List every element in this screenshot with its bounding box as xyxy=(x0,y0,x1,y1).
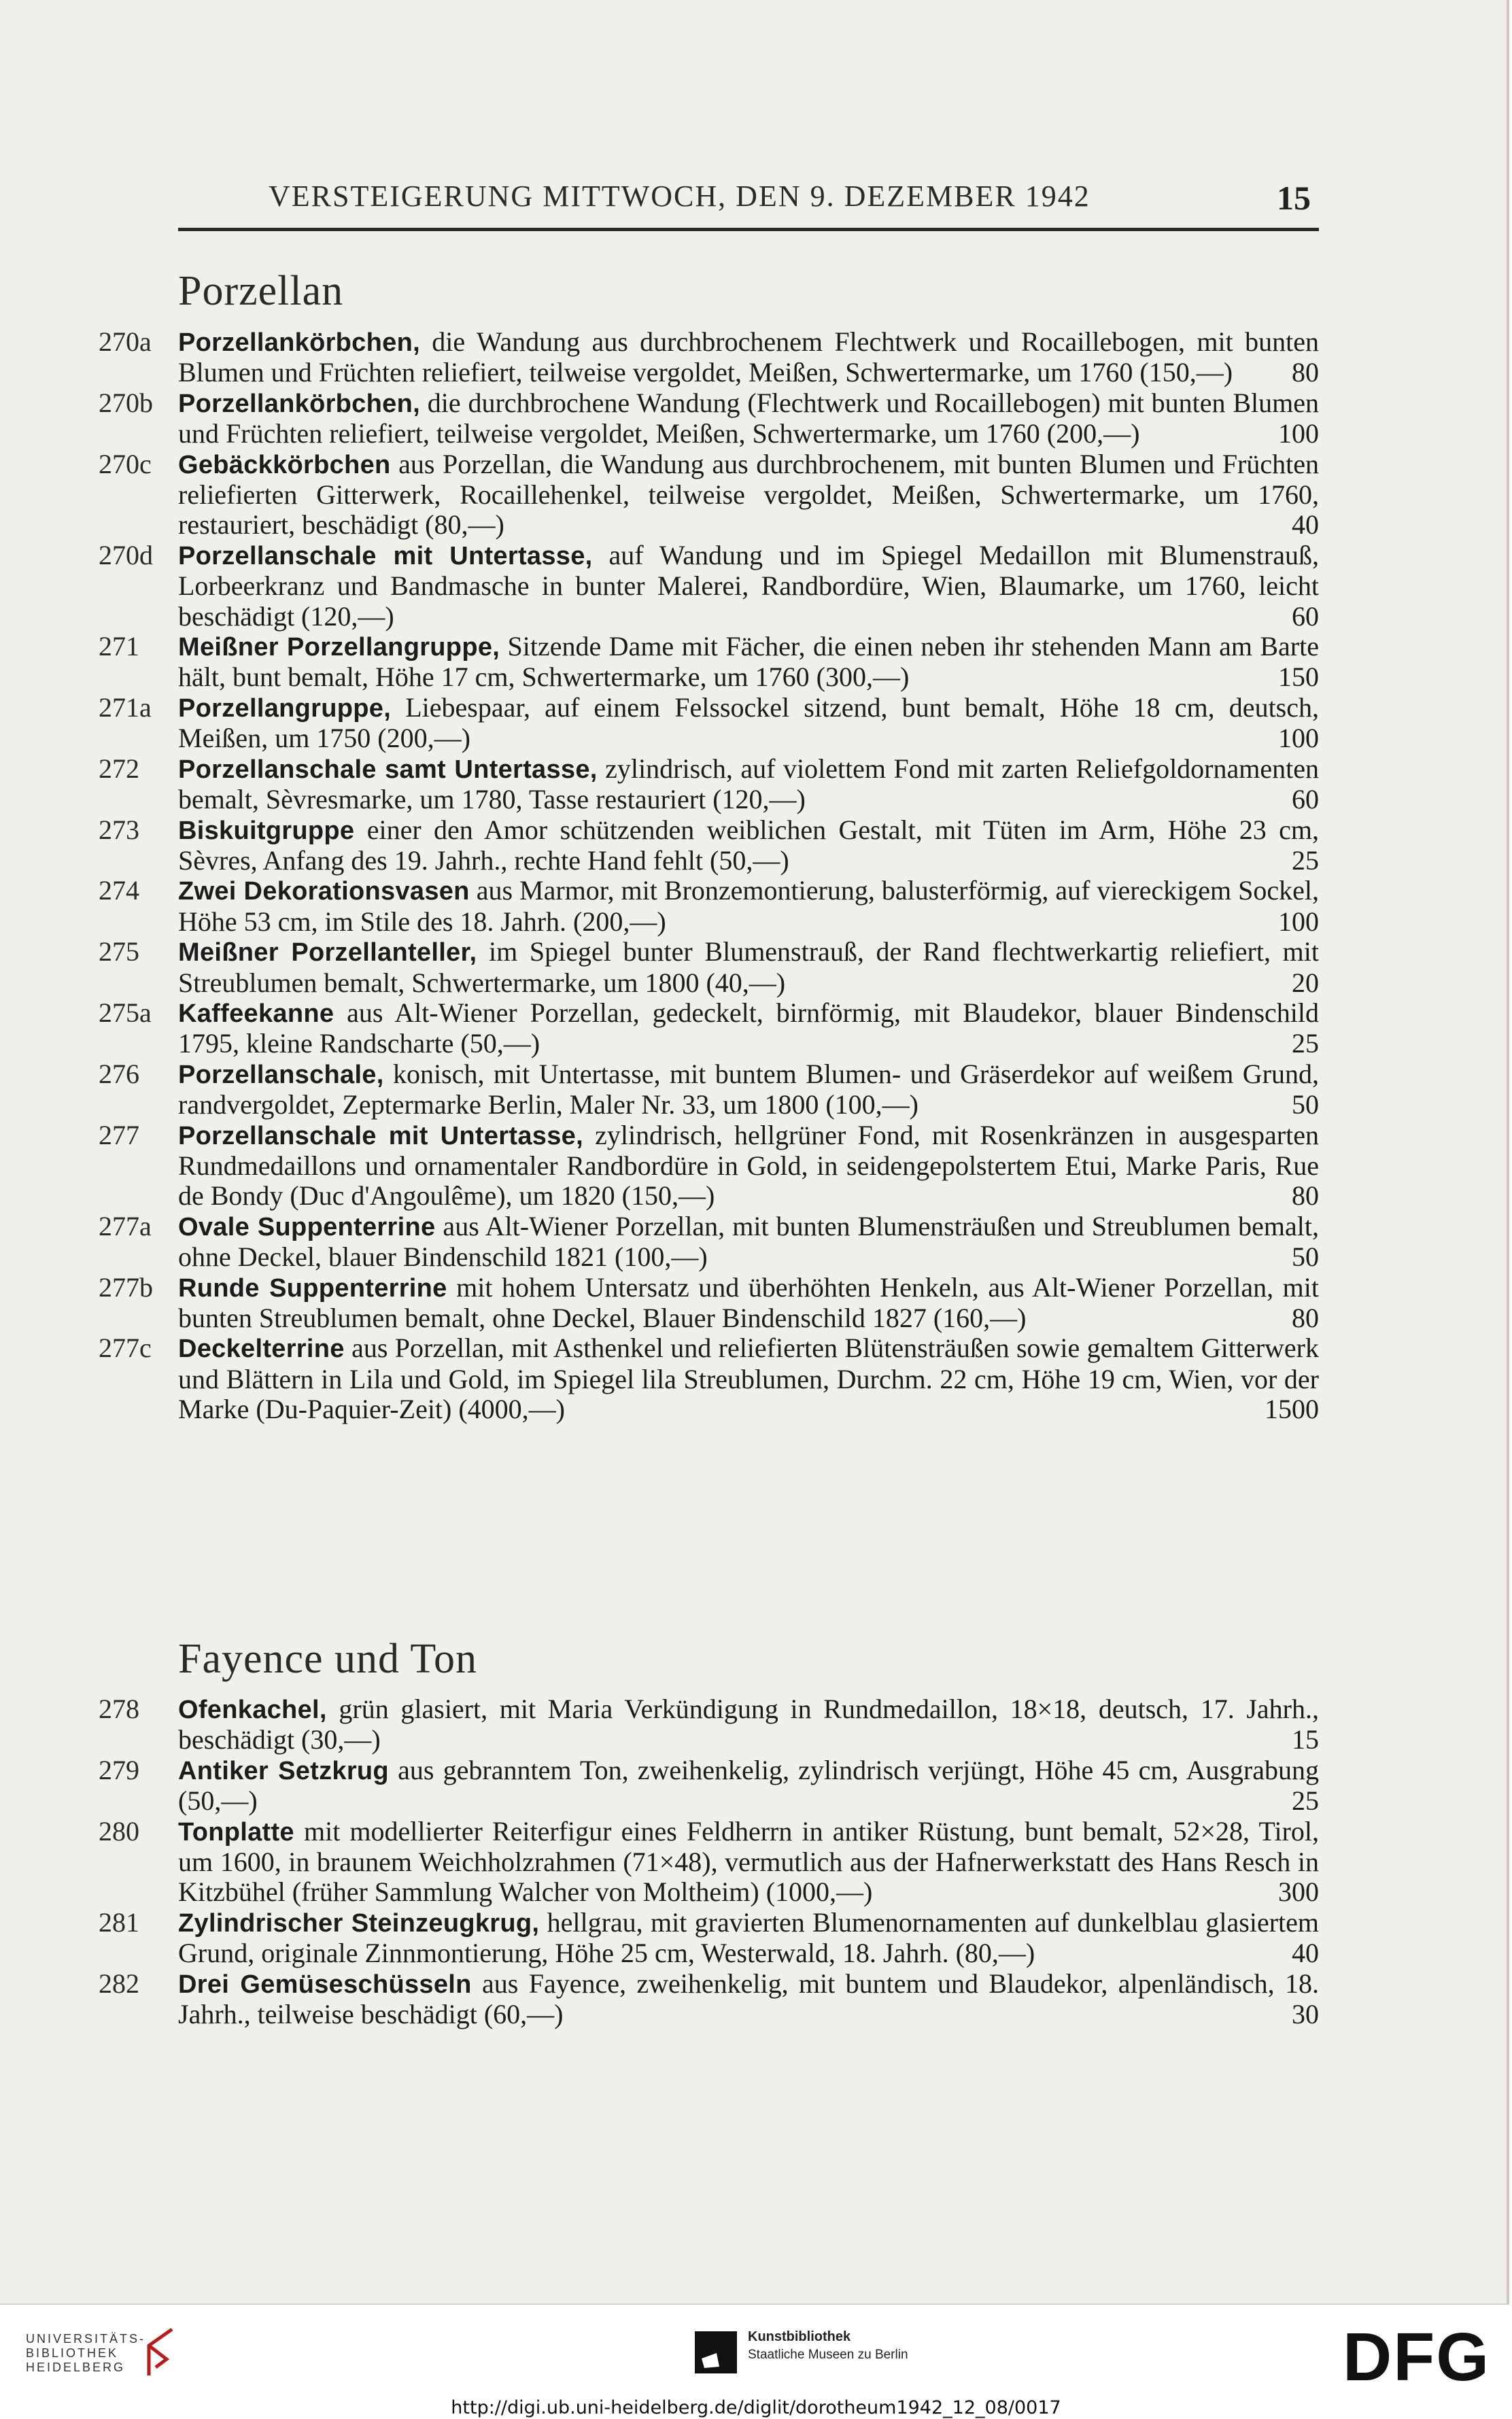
lot-price: 25 xyxy=(1292,1785,1319,1817)
lot-text: zylindrisch, auf violettem Fond mit zarten Reliefgoldornamenten bemalt, Sèvresmarke, um 1780, Tasse restauriert (120,—) xyxy=(178,753,1319,815)
lot-price: 80 xyxy=(1292,1180,1319,1212)
lot-text: die durchbrochene Wandung (Flechtwerk und Rocaillebogen) mit bunten Blumen und Früchten reliefiert, teilweise vergoldet, Meißen, Schwertermarke, um 1760 (200,—) xyxy=(178,387,1319,449)
kunstbibliothek-title: Kunstbibliothek xyxy=(748,2329,851,2344)
lot-text: aus Fayence, zweihenkelig, mit buntem und Blaudekor, alpenländisch, 18. Jahrh., teilweise beschädigt (60,—) xyxy=(178,1968,1319,2030)
lot-price: 100 xyxy=(1278,723,1319,754)
lot-number: 271a xyxy=(99,691,152,723)
lot-price: 1500 xyxy=(1265,1394,1319,1425)
lot-number: 271 xyxy=(99,631,139,662)
lot-price: 60 xyxy=(1292,600,1319,632)
lot-title: Ofenkachel, xyxy=(178,1696,327,1724)
lot-description xyxy=(178,1908,1319,1969)
kunstbibliothek-logo-icon xyxy=(692,2329,740,2376)
lot-description xyxy=(178,1694,1319,1755)
lot-number: 275 xyxy=(99,936,139,967)
lot-price: 25 xyxy=(1292,844,1319,876)
lot-description xyxy=(178,632,1319,693)
page-number: 15 xyxy=(1277,179,1311,217)
lot-text: aus gebranntem Ton, zweihenkelig, zylindrisch verjüngt, Höhe 45 cm, Ausgrabung (50,—) xyxy=(178,1754,1319,1817)
lot-number: 277 xyxy=(99,1119,139,1150)
lot-title: Porzellangruppe, xyxy=(178,693,392,723)
lot-title: Antiker Setzkrug xyxy=(178,1756,389,1785)
lot-price: 300 xyxy=(1278,1876,1319,1908)
lot-title: Porzellanschale mit Untertasse, xyxy=(178,1121,583,1150)
university-library-mark-icon xyxy=(139,2325,180,2380)
lot-title: Biskuitgruppe xyxy=(178,816,355,845)
lot-description xyxy=(178,541,1319,632)
lot-text: auf Wandung und im Spiegel Medaillon mit Blumenstrauß, Lorbeerkranz und Bandmasche in bunter Malerei, Randbordüre, Wien, Blaumarke, um 1760, leicht beschädigt (120,—) xyxy=(178,539,1320,632)
lot-description xyxy=(178,937,1319,998)
lot-entry xyxy=(99,327,1319,388)
lot-title: Deckelterrine xyxy=(178,1335,345,1364)
lot-title: Kaffeekanne xyxy=(178,999,334,1028)
lot-entry xyxy=(99,1059,1319,1120)
lot-number: 274 xyxy=(99,875,139,906)
lot-number: 278 xyxy=(99,1694,139,1724)
lot-title: Meißner Porzellangruppe, xyxy=(178,633,500,662)
lot-entry xyxy=(99,754,1319,815)
lot-entry xyxy=(99,1817,1319,1908)
lot-title: Porzellankörbchen, xyxy=(178,328,420,357)
lot-price: 40 xyxy=(1292,509,1319,541)
university-library-name: UNIVERSITÄTS- BIBLIOTHEK HEIDELBERG xyxy=(26,2332,146,2374)
lot-description xyxy=(178,449,1319,541)
lot-title: Tonplatte xyxy=(178,1817,294,1847)
lot-number: 281 xyxy=(99,1906,139,1938)
lot-entry xyxy=(99,1333,1319,1424)
lot-text: die Wandung aus durchbrochenem Flechtwerk und Rocaillebogen, mit bunten Blumen und Früchten reliefiert, teilweise vergoldet, Meißen, Schwertermarke, um 1760 (150,—) xyxy=(178,326,1319,388)
lot-entry xyxy=(99,815,1319,876)
lot-list-fayence xyxy=(99,1694,1319,2029)
lot-entry xyxy=(99,1755,1319,1817)
lot-entry xyxy=(99,998,1319,1059)
lot-description xyxy=(178,327,1319,388)
source-url[interactable]: http://digi.ub.uni-heidelberg.de/diglit/dorotheum1942_12_08/0017 xyxy=(451,2397,1061,2418)
lot-title: Zylindrischer Steinzeugkrug, xyxy=(178,1908,540,1938)
lot-entry xyxy=(99,693,1319,754)
lot-price: 20 xyxy=(1292,967,1319,998)
lot-title: Meißner Porzellanteller, xyxy=(178,938,477,967)
lot-text: grün glasiert, mit Maria Verkündigung in Rundmedaillon, 18×18, deutsch, 17. Jahrh., beschädigt (30,—) xyxy=(178,1694,1319,1755)
lot-description xyxy=(178,388,1319,449)
lot-number: 277c xyxy=(99,1333,152,1364)
lot-text: aus Porzellan, die Wandung aus durchbrochenem, mit bunten Blumen und Früchten reliefierten Gitterwerk, Rocaillehenkel, teilweise vergoldet, Meißen, Schwertermarke, um 1760, restauriert, beschädigt (80,—) xyxy=(178,448,1319,541)
lot-list-porzellan xyxy=(99,327,1319,1425)
lot-entry xyxy=(99,876,1319,937)
lot-text: einer den Amor schützenden weiblichen Gestalt, mit Tüten im Arm, Höhe 23 cm, Sèvres, Anfang des 19. Jahrh., rechte Hand fehlt (50,—) xyxy=(178,814,1319,876)
lot-number: 280 xyxy=(99,1815,139,1847)
lot-price: 30 xyxy=(1292,1999,1319,2030)
lot-price: 80 xyxy=(1292,357,1319,388)
lot-entry xyxy=(99,1212,1319,1273)
lot-text: aus Marmor, mit Bronzemontierung, balusterförmig, auf viereckigem Sockel, Höhe 53 cm, im Stile des 18. Jahrh. (200,—) xyxy=(178,875,1319,937)
lot-title: Porzellankörbchen, xyxy=(178,389,420,418)
lot-title: Porzellanschale mit Untertasse, xyxy=(178,541,593,570)
section-title-fayence: Fayence und Ton xyxy=(178,1636,477,1682)
lot-title: Drei Gemüseschüsseln xyxy=(178,1970,472,1999)
lot-entry xyxy=(99,449,1319,541)
lot-description xyxy=(178,815,1319,876)
lot-price: 80 xyxy=(1292,1303,1319,1333)
lot-number: 275a xyxy=(99,997,152,1028)
lot-text: zylindrisch, hellgrüner Fond, mit Rosenkränzen in ausgesparten Rundmedaillons und ornamentaler Randbordüre in Gold, in seidengepolstertem Etui, Marke Paris, Rue de Bondy (Duc d'Angoulême), um 1820 (150,—) xyxy=(178,1119,1319,1212)
lot-text: Liebespaar, auf einem Felssockel sitzend, bunt bemalt, Höhe 18 cm, deutsch, Meißen, um 1750 (200,—) xyxy=(178,691,1319,754)
lot-title: Porzellanschale, xyxy=(178,1060,384,1089)
lot-price: 50 xyxy=(1292,1089,1319,1120)
lot-description xyxy=(178,693,1319,754)
kunstbibliothek-logo-text xyxy=(748,2328,908,2364)
lot-price: 150 xyxy=(1278,662,1319,693)
lot-price: 25 xyxy=(1292,1028,1319,1059)
lot-description xyxy=(178,1969,1319,2030)
lot-description xyxy=(178,1273,1319,1334)
lot-price: 60 xyxy=(1292,784,1319,815)
lot-description xyxy=(178,998,1319,1059)
dfg-logo: DFG xyxy=(1343,2319,1491,2395)
lot-title: Porzellanschale samt Untertasse, xyxy=(178,755,598,784)
university-library-logo xyxy=(26,2332,145,2375)
lot-description xyxy=(178,876,1319,937)
header-rule xyxy=(178,228,1319,231)
lot-entry xyxy=(99,1694,1319,1755)
lot-text: Sitzende Dame mit Fächer, die einen neben ihr stehenden Mann am Barte hält, bunt bemalt, Höhe 17 cm, Schwertermarke, um 1760 (300,—) xyxy=(178,631,1319,693)
lot-description xyxy=(178,1333,1319,1424)
lot-entry xyxy=(99,1120,1319,1212)
lot-text: hellgrau, mit gravierten Blumenornamenten auf dunkelblau glasiertem Grund, originale Zinnmontierung, Höhe 25 cm, Westerwald, 18. Jahrh. (80,—) xyxy=(178,1906,1319,1969)
lot-text: mit hohem Untersatz und überhöhten Henkeln, aus Alt-Wiener Porzellan, mit bunten Streublumen bemalt, ohne Deckel, Blauer Bindenschild 1827 (160,—) xyxy=(178,1271,1319,1333)
lot-text: aus Porzellan, mit Asthenkel und reliefierten Blütensträußen sowie gemaltem Gitterwerk und Blättern in Lila und Gold, im Spiegel lila Streublumen, Durchm. 22 cm, Höhe 19 cm, Wien, vor der Marke (Du-Paquier-Zeit) (4000,—) xyxy=(178,1333,1319,1425)
lot-number: 270b xyxy=(99,387,153,418)
lot-description xyxy=(178,1817,1319,1908)
kunstbibliothek-subtitle: Staatliche Museen zu Berlin xyxy=(748,2348,908,2362)
lot-entry xyxy=(99,388,1319,449)
lot-description xyxy=(178,1059,1319,1120)
lot-number: 276 xyxy=(99,1058,139,1089)
lot-title: Gebäckkörbchen xyxy=(178,450,391,479)
lot-description xyxy=(178,1120,1319,1212)
lot-text: im Spiegel bunter Blumenstrauß, der Rand flechtwerkartig reliefiert, mit Streublumen bemalt, Schwertermarke, um 1800 (40,—) xyxy=(178,936,1319,998)
lot-title: Ovale Suppenterrine xyxy=(178,1212,436,1241)
lot-description xyxy=(178,754,1319,815)
lot-entry xyxy=(99,632,1319,693)
section-title-porzellan: Porzellan xyxy=(178,268,344,314)
lot-number: 277a xyxy=(99,1210,152,1241)
lot-description xyxy=(178,1755,1319,1817)
running-head: VERSTEIGERUNG MITTWOCH, DEN 9. DEZEMBER 1942 xyxy=(269,179,1090,213)
lot-number: 282 xyxy=(99,1968,139,1999)
lot-price: 100 xyxy=(1278,906,1319,937)
lot-text: mit modellierter Reiterfigur eines Feldherrn in antiker Rüstung, bunt bemalt, 52×28, Tirol, um 1600, in braunem Weichholzrahmen (71×48), vermutlich aus der Hafnerwerkstatt des Hans Resch in Kitzbühel (früher Sammlung Walcher von Moltheim) (1000,—) xyxy=(178,1815,1319,1908)
lot-price: 40 xyxy=(1292,1938,1319,1969)
lot-number: 272 xyxy=(99,753,139,784)
lot-description xyxy=(178,1212,1319,1273)
lot-text: aus Alt-Wiener Porzellan, mit bunten Blumensträußen und Streublumen bemalt, ohne Deckel, blauer Bindenschild 1821 (100,—) xyxy=(178,1210,1319,1273)
lot-entry xyxy=(99,541,1319,632)
lot-number: 273 xyxy=(99,814,139,845)
lot-entry xyxy=(99,1273,1319,1334)
lot-number: 279 xyxy=(99,1754,139,1785)
lot-entry xyxy=(99,1969,1319,2030)
lot-price: 15 xyxy=(1292,1724,1319,1755)
lot-number: 270d xyxy=(99,539,153,570)
lot-text: konisch, mit Untertasse, mit buntem Blumen- und Gräserdekor auf weißem Grund, randvergoldet, Zeptermarke Berlin, Maler Nr. 33, um 1800 (100,—) xyxy=(178,1058,1319,1120)
lot-price: 50 xyxy=(1292,1241,1319,1273)
lot-title: Runde Suppenterrine xyxy=(178,1273,447,1303)
lot-number: 270c xyxy=(99,448,152,479)
lot-price: 100 xyxy=(1278,418,1319,449)
lot-number: 277b xyxy=(99,1271,153,1303)
lot-text: aus Alt-Wiener Porzellan, gedeckelt, birnförmig, mit Blaudekor, blauer Bindenschild 1795, kleine Randscharte (50,—) xyxy=(178,997,1319,1059)
lot-entry xyxy=(99,1908,1319,1969)
lot-entry xyxy=(99,937,1319,998)
lot-title: Zwei Dekorationsvasen xyxy=(178,877,470,906)
lot-number: 270a xyxy=(99,326,152,357)
